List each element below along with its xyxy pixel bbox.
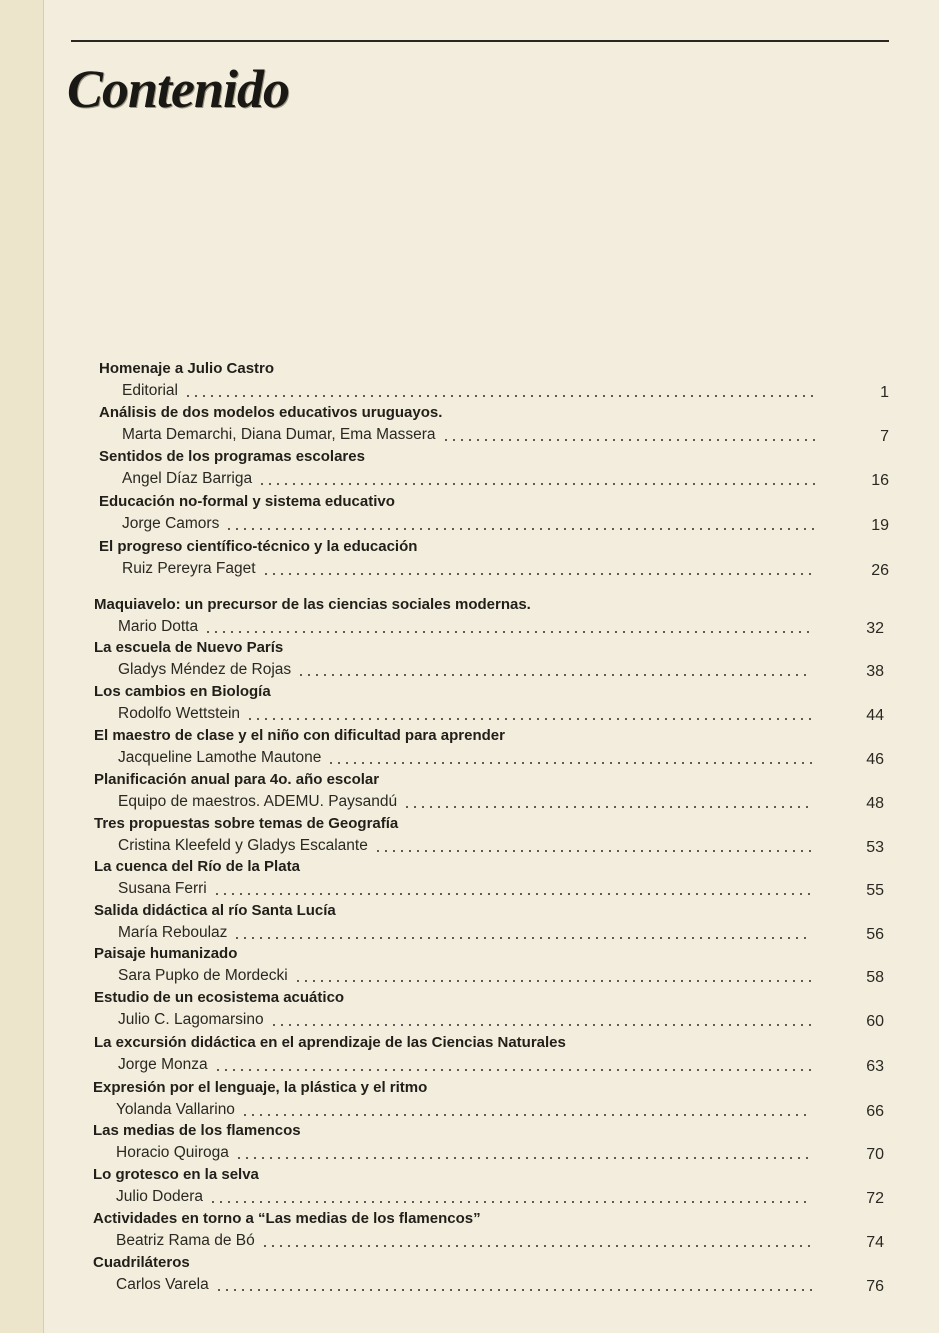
toc-entry-author-line	[118, 1054, 812, 1074]
toc-entry-author-line	[118, 1009, 812, 1029]
toc-entry-author-line	[116, 1142, 812, 1162]
toc-entry-page-number: 70	[866, 1146, 884, 1163]
toc-entry-author-line	[116, 1274, 812, 1294]
toc-entry-author: Horacio Quiroga	[116, 1144, 229, 1161]
toc-entry-page-number: 19	[871, 517, 889, 534]
toc-entry-title: Cuadriláteros	[93, 1254, 190, 1271]
dot-leader	[261, 1245, 812, 1247]
toc-entry-title: Lo grotesco en la selva	[93, 1166, 259, 1183]
toc-entry-title: Estudio de un ecosistema acuático	[94, 989, 345, 1006]
toc-entry-page-number: 74	[866, 1234, 884, 1251]
dot-leader	[235, 1157, 812, 1159]
toc-entry-title: Salida didáctica al río Santa Lucía	[94, 902, 336, 919]
toc-entry-author: María Reboulaz	[118, 924, 228, 941]
dot-leader	[294, 980, 812, 982]
toc-entry-author-line	[118, 747, 812, 767]
dot-leader	[213, 893, 812, 895]
toc-entry-author-line	[122, 380, 817, 400]
toc-entry-author: Ruiz Pereyra Faget	[122, 560, 256, 577]
toc-entry-author-line	[118, 616, 812, 636]
toc-entry-title: Homenaje a Julio Castro	[99, 360, 275, 377]
dot-leader	[225, 528, 817, 530]
toc-entry-title: Las medias de los flamencos	[93, 1122, 301, 1139]
toc-entry-author: Sara Pupko de Mordecki	[118, 967, 288, 984]
toc-entry-title: Sentidos de los programas escolares	[99, 448, 365, 465]
toc-entry-title: El progreso científico-técnico y la educación	[99, 538, 418, 555]
toc-entry-title: Los cambios en Biología	[94, 683, 271, 700]
dot-leader	[209, 1201, 812, 1203]
toc-entry-author: Jorge Monza	[118, 1056, 208, 1073]
toc-entry-author-line	[118, 878, 812, 898]
toc-entry-page-number: 26	[871, 562, 889, 579]
toc-entry-page-number: 44	[866, 707, 884, 724]
toc-entry-author: Susana Ferri	[118, 880, 207, 897]
toc-entry-author: Mario Dotta	[118, 618, 199, 635]
toc-entry-author: Angel Díaz Barriga	[122, 470, 253, 487]
toc-entry-page-number: 63	[866, 1058, 884, 1075]
toc-entry-author: Marta Demarchi, Diana Dumar, Ema Massera	[122, 426, 436, 443]
dot-leader	[270, 1024, 812, 1026]
toc-entry-title: Expresión por el lenguaje, la plástica y el ritmo	[93, 1079, 428, 1096]
toc-entry-author-line	[122, 424, 817, 444]
toc-entry-title: Planificación anual para 4o. año escolar	[94, 771, 380, 788]
toc-entry-author: Julio Dodera	[116, 1188, 204, 1205]
toc-entry-title: La excursión didáctica en el aprendizaje de las Ciencias Naturales	[94, 1034, 566, 1051]
toc-entry-title: Actividades en torno a “Las medias de los flamencos”	[93, 1210, 481, 1227]
toc-entry-author: Jacqueline Lamothe Mautone	[118, 749, 322, 766]
toc-entry-author: Carlos Varela	[116, 1276, 209, 1293]
dot-leader	[374, 850, 812, 852]
toc-entry-page-number: 46	[866, 751, 884, 768]
dot-leader	[214, 1069, 812, 1071]
toc-entry-page-number: 55	[866, 882, 884, 899]
toc-entry-title: La escuela de Nuevo París	[94, 639, 284, 656]
dot-leader	[327, 762, 812, 764]
toc-entry-author: Equipo de maestros. ADEMU. Paysandú	[118, 793, 398, 810]
toc-entry-page-number: 53	[866, 839, 884, 856]
toc-entry-author: Jorge Camors	[122, 515, 220, 532]
toc-entry-page-number: 7	[880, 428, 889, 445]
toc-entry-author-line	[118, 791, 812, 811]
toc-entry-title: Maquiavelo: un precursor de las ciencias sociales modernas.	[94, 596, 531, 613]
toc-entry-author: Beatriz Rama de Bó	[116, 1232, 255, 1249]
toc-entry-author-line	[116, 1230, 812, 1250]
toc-entry-page-number: 48	[866, 795, 884, 812]
toc-entry-author-line	[118, 835, 812, 855]
toc-entry-author: Rodolfo Wettstein	[118, 705, 241, 722]
toc-entry-page-number: 1	[880, 384, 889, 401]
toc-entry-author-line	[118, 659, 812, 679]
toc-entry-page-number: 72	[866, 1190, 884, 1207]
toc-entry-title: Tres propuestas sobre temas de Geografía	[94, 815, 399, 832]
dot-leader	[297, 674, 812, 676]
toc-entry-title: Educación no-formal y sistema educativo	[99, 493, 395, 510]
toc-entry-title: Análisis de dos modelos educativos uruguayos.	[99, 404, 443, 421]
dot-leader	[262, 573, 817, 575]
dot-leader	[246, 718, 812, 720]
page-title: Contenido	[67, 59, 290, 119]
toc-entry-author-line	[122, 468, 817, 488]
toc-entry-page-number: 56	[866, 926, 884, 943]
dot-leader	[442, 439, 817, 441]
toc-entry-author: Cristina Kleefeld y Gladys Escalante	[118, 837, 368, 854]
toc-entry-author: Editorial	[122, 382, 178, 399]
dot-leader	[241, 1114, 812, 1116]
toc-entry-title: El maestro de clase y el niño con dificultad para aprender	[94, 727, 505, 744]
toc-entry-page-number: 58	[866, 969, 884, 986]
toc-entry-page-number: 16	[871, 472, 889, 489]
toc-entry-author-line	[118, 703, 812, 723]
dot-leader	[204, 631, 812, 633]
dot-leader	[403, 806, 812, 808]
toc-entry-author-line	[116, 1186, 812, 1206]
dot-leader	[184, 395, 817, 397]
toc-entry-author-line	[118, 922, 812, 942]
toc-entry-page-number: 76	[866, 1278, 884, 1295]
toc-entry-page-number: 60	[866, 1013, 884, 1030]
toc-entry-author: Julio C. Lagomarsino	[118, 1011, 264, 1028]
toc-entry-author-line	[116, 1099, 812, 1119]
toc-entry-author-line	[122, 513, 817, 533]
toc-entry-author-line	[118, 965, 812, 985]
toc-entry-author: Gladys Méndez de Rojas	[118, 661, 292, 678]
toc-entry-author-line	[122, 558, 817, 578]
toc-entry-title: Paisaje humanizado	[94, 945, 238, 962]
dot-leader	[215, 1289, 812, 1291]
toc-entry-page-number: 32	[866, 620, 884, 637]
toc-entry-author: Yolanda Vallarino	[116, 1101, 235, 1118]
dot-leader	[258, 483, 817, 485]
toc-entry-page-number: 38	[866, 663, 884, 680]
dot-leader	[233, 937, 812, 939]
toc-entry-title: La cuenca del Río de la Plata	[94, 858, 300, 875]
toc-entry-page-number: 66	[866, 1103, 884, 1120]
